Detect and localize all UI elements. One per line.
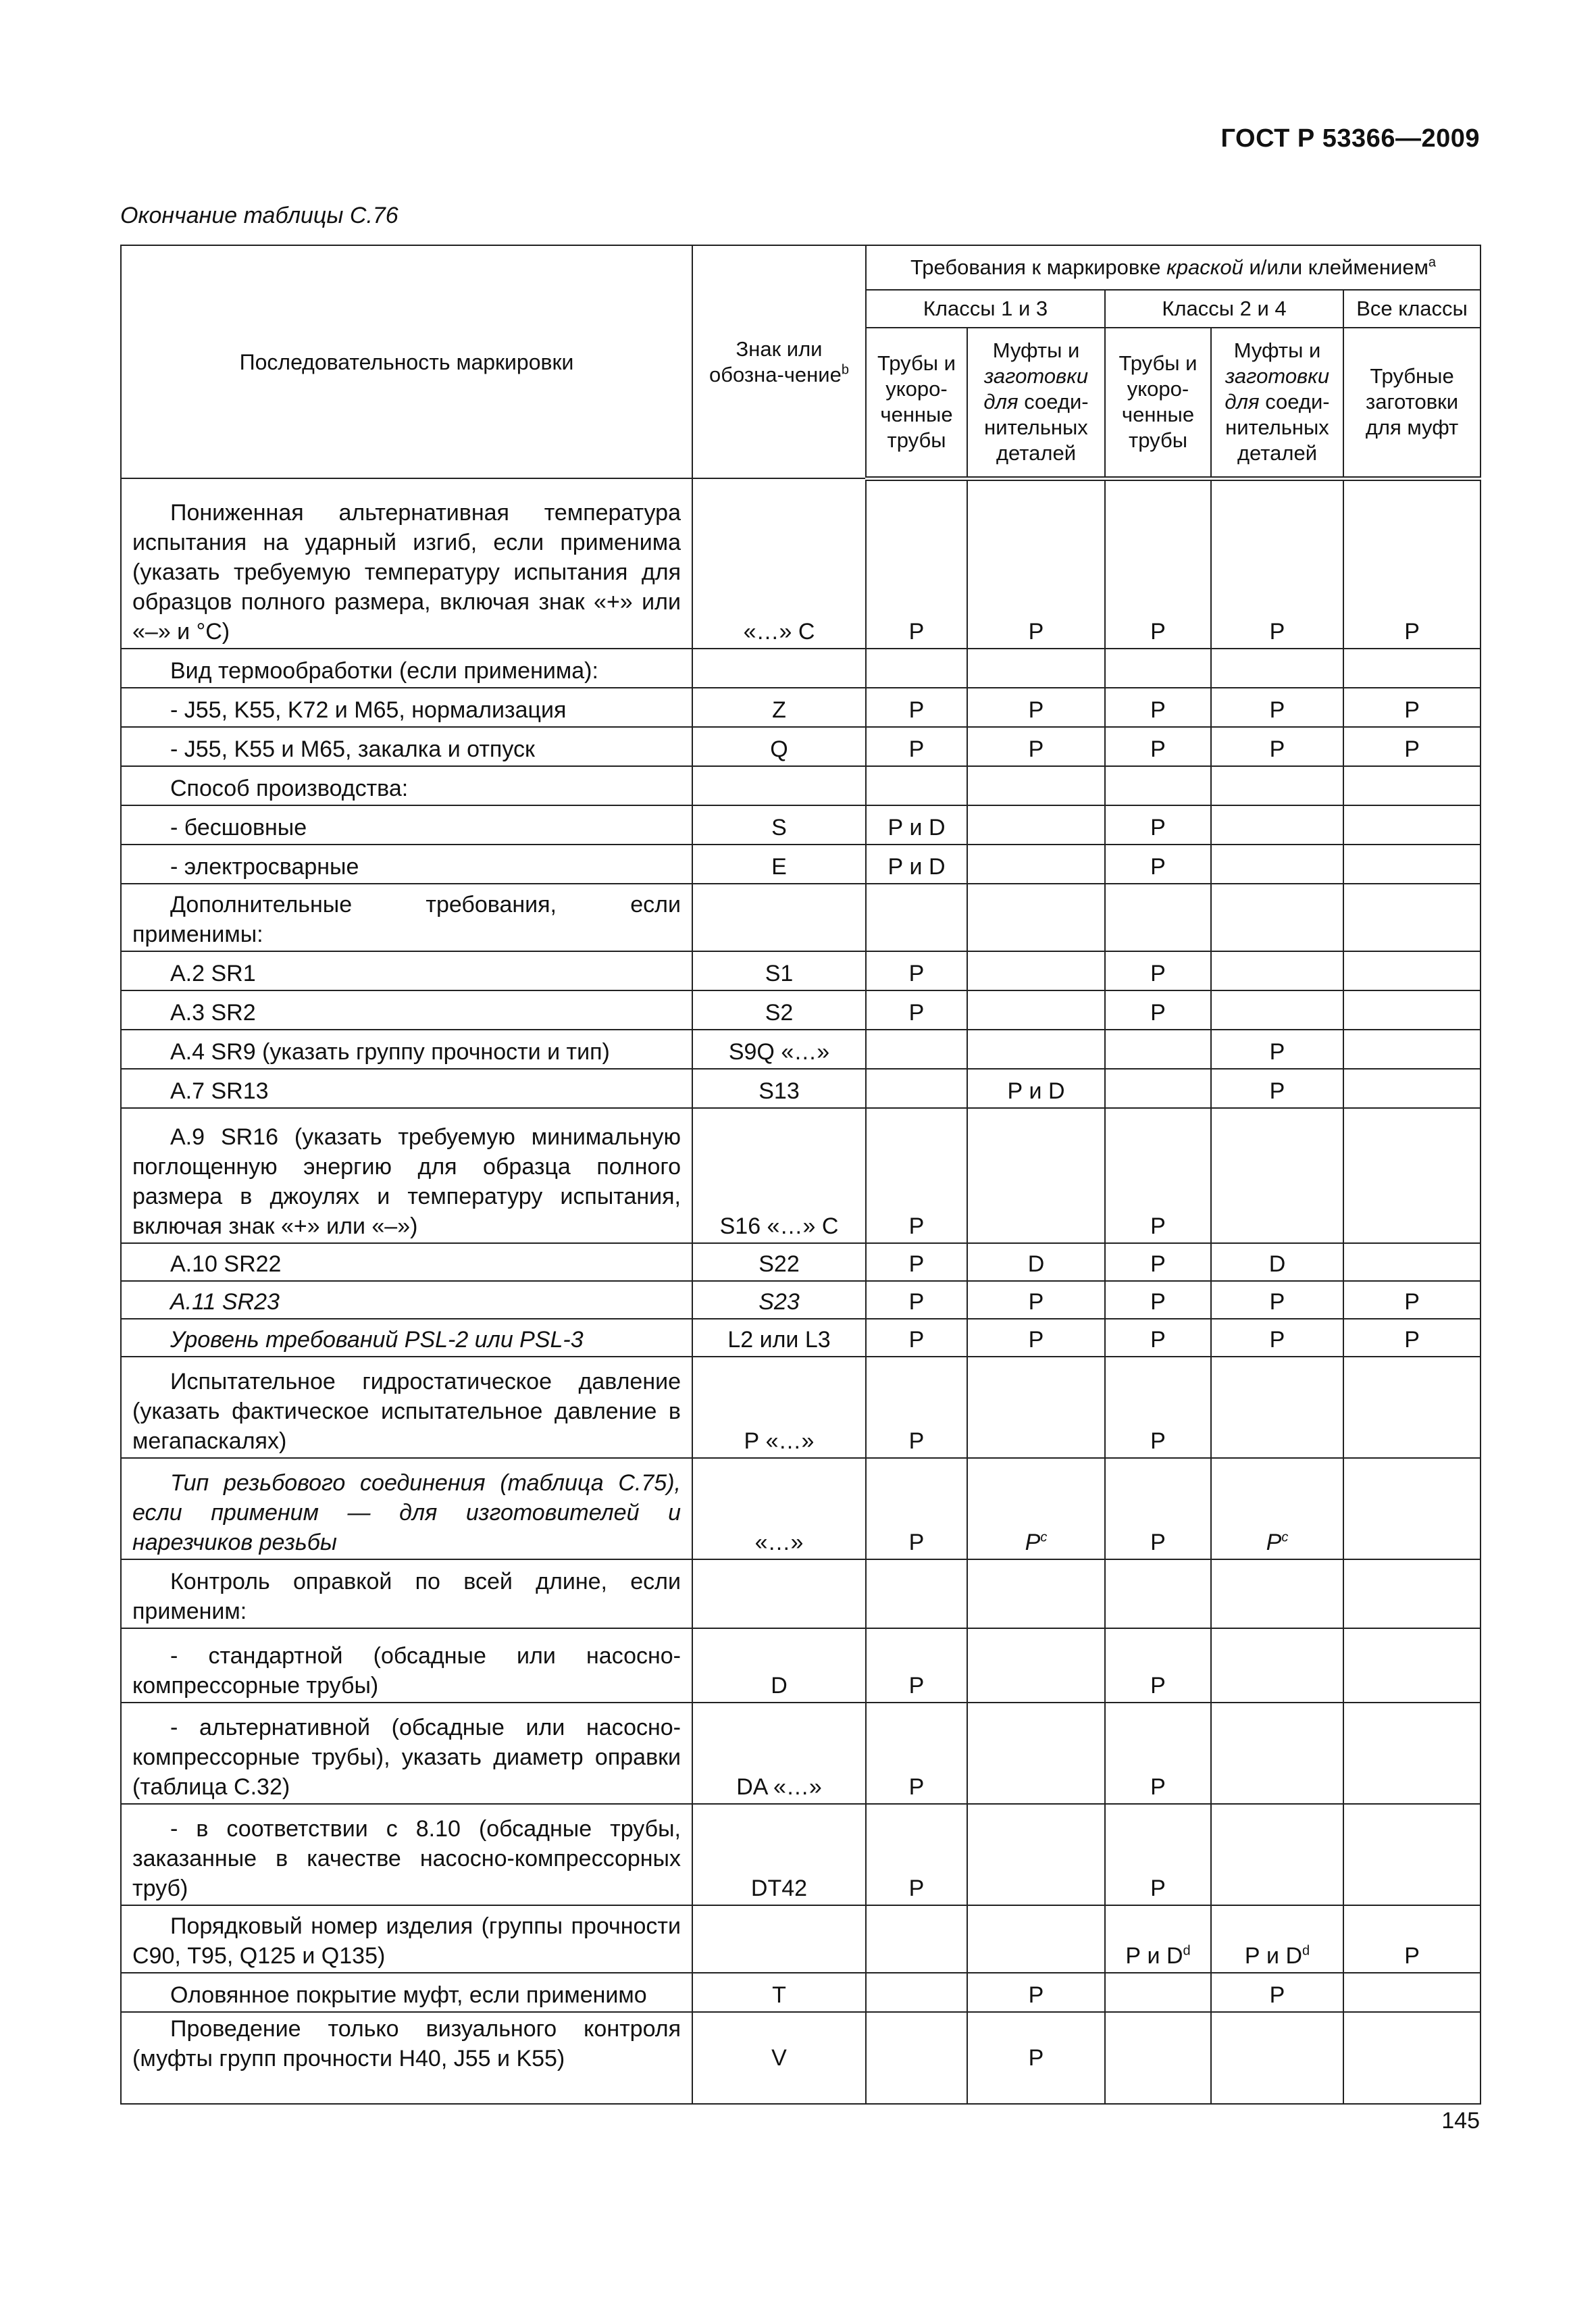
cell-couplings-2-4 xyxy=(1211,805,1343,845)
cell-blanks xyxy=(1343,805,1481,845)
cell-pipes-2-4: Р xyxy=(1105,1319,1211,1357)
cell-couplings-2-4: Р xyxy=(1211,1069,1343,1108)
cell-value: Р и D xyxy=(1244,1943,1302,1969)
cell-sequence: Пониженная альтернативная температура испытания на ударный изгиб, если применима (указать требуемую температуру испытания для образцов полного размера, включая знак «+» или «–» и °С) xyxy=(121,478,692,649)
cell-sequence: Дополнительные требования, если применимы: xyxy=(121,884,692,951)
cell-blanks xyxy=(1343,766,1481,805)
cell-couplings-1-3 xyxy=(967,1458,1105,1559)
cell-pipes-2-4: Р xyxy=(1105,845,1211,884)
cell-pipes-1-3: Р xyxy=(866,727,967,766)
cell-sign: L2 или L3 xyxy=(692,1319,866,1357)
footnote-b: b xyxy=(841,362,849,378)
header-sign xyxy=(692,245,866,478)
table-row xyxy=(121,1243,1481,1281)
cell-pipes-2-4: Р xyxy=(1105,478,1211,649)
cell-blanks: Р xyxy=(1343,478,1481,649)
cell-couplings-1-3: Р xyxy=(967,2012,1105,2104)
cell-sign xyxy=(692,1905,866,1973)
cell-couplings-1-3 xyxy=(967,805,1105,845)
cell-blanks: Р xyxy=(1343,688,1481,727)
cell-sign: E xyxy=(692,845,866,884)
cell-sign xyxy=(692,884,866,951)
cell-couplings-2-4: Р xyxy=(1211,688,1343,727)
table-caption: Окончание таблицы С.76 xyxy=(120,203,398,228)
cell-pipes-1-3: Р xyxy=(866,1281,967,1319)
cell-pipes-2-4: Р xyxy=(1105,1804,1211,1905)
cell-pipes-2-4: Р xyxy=(1105,990,1211,1030)
table-row xyxy=(121,1319,1481,1357)
header-group-a: Требования к маркировке xyxy=(910,255,1161,279)
cell-sequence: - J55, K55, K72 и М65, нормализация xyxy=(121,688,692,727)
cell-pipes-1-3 xyxy=(866,1559,967,1628)
cell-pipes-2-4: Р xyxy=(1105,727,1211,766)
cell-pipes-2-4: Р xyxy=(1105,1108,1211,1243)
cell-blanks: Р xyxy=(1343,1905,1481,1973)
cell-pipes-1-3 xyxy=(866,649,967,688)
table-row xyxy=(121,727,1481,766)
cell-sign: Р «…» xyxy=(692,1357,866,1458)
cell-pipes-2-4: Р xyxy=(1105,1703,1211,1804)
header-sequence: Последовательность маркировки xyxy=(121,245,692,478)
cell-couplings-1-3: Р xyxy=(967,1281,1105,1319)
table-row xyxy=(121,478,1481,649)
cell-pipes-1-3: Р xyxy=(866,1357,967,1458)
cell-couplings-2-4 xyxy=(1211,1559,1343,1628)
table-row xyxy=(121,1628,1481,1703)
cell-blanks xyxy=(1343,1069,1481,1108)
cell-pipes-1-3: Р и D xyxy=(866,845,967,884)
cell-couplings-2-4: Р xyxy=(1211,1281,1343,1319)
table-row xyxy=(121,1108,1481,1243)
cell-pipes-2-4: Р xyxy=(1105,1458,1211,1559)
cell-pipes-2-4 xyxy=(1105,1973,1211,2012)
cell-sequence: Контроль оправкой по всей длине, если применим: xyxy=(121,1559,692,1628)
cell-sequence: А.4 SR9 (указать группу прочности и тип) xyxy=(121,1030,692,1069)
table-row xyxy=(121,1030,1481,1069)
cell-couplings-1-3 xyxy=(967,990,1105,1030)
cell-couplings-2-4: Р xyxy=(1211,1319,1343,1357)
header-group-paint: краской xyxy=(1166,255,1243,279)
cell-sequence: - электросварные xyxy=(121,845,692,884)
cell-couplings-2-4: Р xyxy=(1211,1030,1343,1069)
cell-pipes-2-4: Р xyxy=(1105,1243,1211,1281)
cell-couplings-1-3 xyxy=(967,1905,1105,1973)
cell-pipes-2-4: Р xyxy=(1105,1357,1211,1458)
cell-pipes-1-3: Р xyxy=(866,1458,967,1559)
cell-blanks: Р xyxy=(1343,727,1481,766)
header-classes-2-4: Классы 2 и 4 xyxy=(1105,290,1343,328)
header-couplings-1-3-a: Муфты и xyxy=(992,338,1080,363)
cell-blanks: Р xyxy=(1343,1319,1481,1357)
table-row xyxy=(121,1357,1481,1458)
cell-couplings-2-4 xyxy=(1211,1108,1343,1243)
cell-sequence: Оловянное покрытие муфт, если применимо xyxy=(121,1973,692,2012)
cell-blanks xyxy=(1343,1703,1481,1804)
cell-sequence: - стандартной (обсадные или насосно-компрессорные трубы) xyxy=(121,1628,692,1703)
cell-couplings-1-3 xyxy=(967,884,1105,951)
cell-sign: Q xyxy=(692,727,866,766)
header-pipes-1-3: Трубы и укоро-ченные трубы xyxy=(866,328,967,478)
header-couplings-1-3-italic: заготовки для xyxy=(983,364,1089,414)
cell-couplings-2-4 xyxy=(1211,1804,1343,1905)
cell-couplings-2-4 xyxy=(1211,990,1343,1030)
cell-blanks xyxy=(1343,951,1481,990)
cell-sign: DT42 xyxy=(692,1804,866,1905)
cell-couplings-2-4 xyxy=(1211,1905,1343,1973)
cell-couplings-1-3: Р xyxy=(967,478,1105,649)
cell-couplings-2-4 xyxy=(1211,1628,1343,1703)
table-row xyxy=(121,1069,1481,1108)
cell-sequence: Испытательное гидростатическое давление (указать фактическое испытательное давление в мегапаскалях) xyxy=(121,1357,692,1458)
cell-sign: Z xyxy=(692,688,866,727)
marking-table xyxy=(120,245,1481,2105)
header-group-b: и/или клеймением xyxy=(1249,255,1428,279)
cell-couplings-1-3 xyxy=(967,1628,1105,1703)
header-couplings-2-4-a: Муфты и xyxy=(1233,338,1321,363)
cell-pipes-2-4 xyxy=(1105,2012,1211,2104)
cell-sequence: Уровень требований PSL-2 или PSL-3 xyxy=(121,1319,692,1357)
cell-sequence: Тип резьбового соединения (таблица С.75), если применим — для изготовителей и нарезчиков резьбы xyxy=(121,1458,692,1559)
cell-pipes-1-3 xyxy=(866,1905,967,1973)
cell-blanks xyxy=(1343,1628,1481,1703)
table-row xyxy=(121,688,1481,727)
cell-pipes-1-3: Р xyxy=(866,1243,967,1281)
cell-sequence: А.11 SR23 xyxy=(121,1281,692,1319)
cell-pipes-2-4: Р xyxy=(1105,1281,1211,1319)
cell-sign: T xyxy=(692,1973,866,2012)
cell-pipes-1-3 xyxy=(866,2012,967,2104)
cell-pipes-1-3 xyxy=(866,1973,967,2012)
cell-sign: S9Q «…» xyxy=(692,1030,866,1069)
cell-blanks xyxy=(1343,1030,1481,1069)
cell-blanks: Р xyxy=(1343,1281,1481,1319)
table-row xyxy=(121,649,1481,688)
table-row xyxy=(121,845,1481,884)
cell-sequence: А.9 SR16 (указать требуемую минимальную поглощенную энергию для образца полного размера в джоулях и температуру испытания, включая знак «+» или «–») xyxy=(121,1108,692,1243)
header-couplings-1-3 xyxy=(967,328,1105,478)
page-number: 145 xyxy=(1441,2108,1480,2134)
table-row xyxy=(121,1281,1481,1319)
footnote-c: c xyxy=(1040,1530,1048,1545)
cell-sequence: А.10 SR22 xyxy=(121,1243,692,1281)
cell-couplings-1-3 xyxy=(967,766,1105,805)
header-all-classes: Все классы xyxy=(1343,290,1481,328)
cell-pipes-1-3: Р xyxy=(866,478,967,649)
header-sign-text: Знак или обозна-чение xyxy=(709,336,842,386)
cell-couplings-2-4: Р xyxy=(1211,478,1343,649)
cell-sequence: А.2 SR1 xyxy=(121,951,692,990)
table-row xyxy=(121,1703,1481,1804)
cell-pipes-1-3: Р xyxy=(866,1108,967,1243)
cell-pipes-2-4 xyxy=(1105,1069,1211,1108)
cell-couplings-1-3 xyxy=(967,951,1105,990)
cell-pipes-1-3 xyxy=(866,1030,967,1069)
cell-couplings-1-3: Р xyxy=(967,727,1105,766)
cell-pipes-1-3: Р xyxy=(866,1703,967,1804)
cell-sign: D xyxy=(692,1628,866,1703)
cell-sign: «…» С xyxy=(692,478,866,649)
table-row xyxy=(121,990,1481,1030)
cell-couplings-1-3 xyxy=(967,1703,1105,1804)
table-row xyxy=(121,805,1481,845)
cell-sign: S22 xyxy=(692,1243,866,1281)
table-row xyxy=(121,2012,1481,2104)
table-row xyxy=(121,1559,1481,1628)
cell-couplings-2-4 xyxy=(1211,845,1343,884)
cell-blanks xyxy=(1343,1458,1481,1559)
cell-sign xyxy=(692,649,866,688)
cell-pipes-1-3: Р xyxy=(866,990,967,1030)
cell-pipes-2-4: Р xyxy=(1105,951,1211,990)
cell-couplings-2-4 xyxy=(1211,1458,1343,1559)
cell-sign: «…» xyxy=(692,1458,866,1559)
cell-sign: DA «…» xyxy=(692,1703,866,1804)
cell-pipes-2-4: Р xyxy=(1105,688,1211,727)
cell-pipes-1-3: Р и D xyxy=(866,805,967,845)
table-row xyxy=(121,1458,1481,1559)
cell-sign: S2 xyxy=(692,990,866,1030)
footnote-c: c xyxy=(1281,1530,1289,1545)
cell-couplings-2-4: Р xyxy=(1211,727,1343,766)
cell-value: Р и D xyxy=(1125,1943,1183,1969)
cell-couplings-2-4 xyxy=(1211,2012,1343,2104)
cell-pipes-2-4 xyxy=(1105,1559,1211,1628)
cell-couplings-2-4 xyxy=(1211,649,1343,688)
cell-sequence: А.7 SR13 xyxy=(121,1069,692,1108)
cell-sign: S23 xyxy=(692,1281,866,1319)
cell-pipes-1-3: Р xyxy=(866,951,967,990)
cell-pipes-1-3: Р xyxy=(866,1804,967,1905)
table-row xyxy=(121,1905,1481,1973)
cell-couplings-2-4 xyxy=(1211,884,1343,951)
cell-blanks xyxy=(1343,1243,1481,1281)
cell-blanks xyxy=(1343,1559,1481,1628)
cell-blanks xyxy=(1343,845,1481,884)
cell-sequence: Способ производства: xyxy=(121,766,692,805)
cell-blanks xyxy=(1343,649,1481,688)
cell-value: Р xyxy=(1025,1530,1041,1555)
cell-couplings-1-3: Р xyxy=(967,1319,1105,1357)
cell-pipes-2-4 xyxy=(1105,766,1211,805)
cell-pipes-1-3: Р xyxy=(866,688,967,727)
cell-sequence: - бесшовные xyxy=(121,805,692,845)
cell-couplings-2-4: D xyxy=(1211,1243,1343,1281)
cell-pipes-1-3: Р xyxy=(866,1319,967,1357)
cell-sign: S1 xyxy=(692,951,866,990)
cell-sequence: - альтернативной (обсадные или насосно-компрессорные трубы), указать диаметр оправки (таблица С.32) xyxy=(121,1703,692,1804)
standard-code: ГОСТ Р 53366—2009 xyxy=(1220,124,1480,153)
header-blanks: Трубные заготовки для муфт xyxy=(1343,328,1481,478)
cell-couplings-1-3 xyxy=(967,1559,1105,1628)
cell-sequence: - в соответствии с 8.10 (обсадные трубы, заказанные в качестве насосно-компрессорных труб) xyxy=(121,1804,692,1905)
cell-pipes-1-3 xyxy=(866,884,967,951)
cell-pipes-1-3 xyxy=(866,1069,967,1108)
header-couplings-1-3-b: соеди-нительных деталей xyxy=(984,390,1089,466)
header-couplings-2-4-b: соеди-нительных деталей xyxy=(1225,390,1330,466)
cell-sequence: А.3 SR2 xyxy=(121,990,692,1030)
header-classes-1-3: Классы 1 и 3 xyxy=(866,290,1105,328)
cell-pipes-1-3: Р xyxy=(866,1628,967,1703)
table-row xyxy=(121,1973,1481,2012)
cell-couplings-2-4 xyxy=(1211,1357,1343,1458)
cell-pipes-2-4 xyxy=(1105,1905,1211,1973)
cell-sign xyxy=(692,766,866,805)
cell-pipes-2-4 xyxy=(1105,884,1211,951)
cell-couplings-1-3: Р xyxy=(967,688,1105,727)
cell-sequence: - J55, K55 и М65, закалка и отпуск xyxy=(121,727,692,766)
cell-couplings-2-4 xyxy=(1211,766,1343,805)
header-couplings-2-4-italic: заготовки для xyxy=(1225,364,1330,414)
cell-sequence: Вид термообработки (если применима): xyxy=(121,649,692,688)
cell-sign: S xyxy=(692,805,866,845)
cell-sign: S16 «…» С xyxy=(692,1108,866,1243)
table-row xyxy=(121,951,1481,990)
cell-sequence: Проведение только визуального контроля (муфты групп прочности Н40, J55 и K55) xyxy=(121,2012,692,2104)
cell-couplings-1-3 xyxy=(967,1108,1105,1243)
header-pipes-2-4: Трубы и укоро-ченные трубы xyxy=(1105,328,1211,478)
cell-blanks xyxy=(1343,2012,1481,2104)
cell-sign xyxy=(692,1559,866,1628)
cell-couplings-1-3 xyxy=(967,649,1105,688)
cell-couplings-1-3: D xyxy=(967,1243,1105,1281)
cell-pipes-2-4 xyxy=(1105,1030,1211,1069)
cell-couplings-2-4 xyxy=(1211,1703,1343,1804)
cell-pipes-2-4: Р xyxy=(1105,1628,1211,1703)
cell-blanks xyxy=(1343,1108,1481,1243)
header-marking-requirements xyxy=(866,245,1481,290)
cell-sequence: Порядковый номер изделия (группы прочности С90, Т95, Q125 и Q135) xyxy=(121,1905,692,1973)
table-row xyxy=(121,766,1481,805)
footnote-a: a xyxy=(1428,255,1437,270)
cell-pipes-2-4 xyxy=(1105,649,1211,688)
cell-couplings-1-3: Р xyxy=(967,1973,1105,2012)
cell-couplings-1-3 xyxy=(967,1804,1105,1905)
cell-sign: S13 xyxy=(692,1069,866,1108)
cell-couplings-2-4: Р xyxy=(1211,1973,1343,2012)
cell-pipes-1-3 xyxy=(866,766,967,805)
cell-blanks xyxy=(1343,1804,1481,1905)
cell-blanks xyxy=(1343,884,1481,951)
cell-couplings-1-3 xyxy=(967,1357,1105,1458)
footnote-d: d xyxy=(1183,1943,1191,1959)
cell-couplings-1-3: Р и D xyxy=(967,1069,1105,1108)
cell-blanks xyxy=(1343,1357,1481,1458)
cell-sign: V xyxy=(692,2012,866,2104)
cell-couplings-1-3 xyxy=(967,845,1105,884)
cell-couplings-2-4 xyxy=(1211,951,1343,990)
cell-couplings-1-3 xyxy=(967,1030,1105,1069)
header-couplings-2-4 xyxy=(1211,328,1343,478)
cell-value: Р xyxy=(1266,1530,1282,1555)
table-row xyxy=(121,1804,1481,1905)
cell-blanks xyxy=(1343,990,1481,1030)
cell-pipes-2-4: Р xyxy=(1105,805,1211,845)
footnote-d: d xyxy=(1302,1943,1310,1959)
cell-blanks xyxy=(1343,1973,1481,2012)
table-row xyxy=(121,884,1481,951)
